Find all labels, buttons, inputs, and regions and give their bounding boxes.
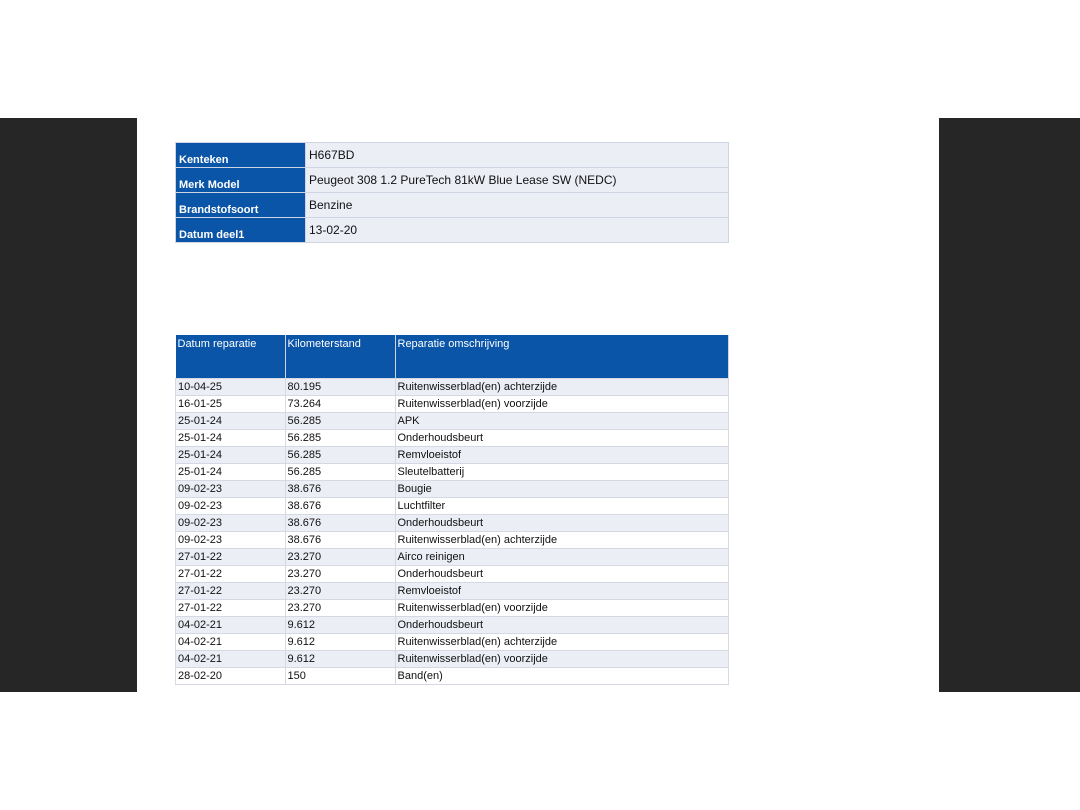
repair-date-cell: 28-02-20 <box>176 668 286 685</box>
table-row <box>176 634 729 651</box>
repair-km-cell: 38.676 <box>285 481 395 498</box>
repair-date-cell: 09-02-23 <box>176 481 286 498</box>
repair-km-cell: 9.612 <box>285 634 395 651</box>
header-reparatie-omschrijving: Reparatie omschrijving <box>395 335 729 379</box>
repair-date-cell: 25-01-24 <box>176 413 286 430</box>
header-kilometerstand: Kilometerstand <box>285 335 395 379</box>
repair-description-cell: Remvloeistof <box>395 447 729 464</box>
repair-km-cell: 9.612 <box>285 651 395 668</box>
vehicle-info-table <box>175 142 729 243</box>
repair-km-cell: 23.270 <box>285 600 395 617</box>
vehicle-info-value: Peugeot 308 1.2 PureTech 81kW Blue Lease SW (NEDC) <box>306 168 729 193</box>
repair-description-cell: Ruitenwisserblad(en) achterzijde <box>395 379 729 396</box>
repair-date-cell: 04-02-21 <box>176 651 286 668</box>
repair-description-cell: Luchtfilter <box>395 498 729 515</box>
repair-history-table <box>175 335 729 685</box>
repair-date-cell: 04-02-21 <box>176 634 286 651</box>
table-row <box>176 413 729 430</box>
vehicle-info-label: Datum deel1 <box>176 218 306 243</box>
repair-description-cell: Sleutelbatterij <box>395 464 729 481</box>
table-row <box>176 668 729 685</box>
vehicle-info-label: Brandstofsoort <box>176 193 306 218</box>
table-row <box>176 447 729 464</box>
repair-description-cell: Onderhoudsbeurt <box>395 566 729 583</box>
repair-km-cell: 38.676 <box>285 515 395 532</box>
repair-date-cell: 04-02-21 <box>176 617 286 634</box>
repair-description-cell: Ruitenwisserblad(en) achterzijde <box>395 532 729 549</box>
vehicle-info-row <box>176 143 729 168</box>
repair-km-cell: 56.285 <box>285 430 395 447</box>
repair-date-cell: 09-02-23 <box>176 498 286 515</box>
repair-description-cell: Bougie <box>395 481 729 498</box>
repair-km-cell: 23.270 <box>285 566 395 583</box>
table-row <box>176 617 729 634</box>
repair-description-cell: Airco reinigen <box>395 549 729 566</box>
repair-date-cell: 25-01-24 <box>176 464 286 481</box>
repair-km-cell: 56.285 <box>285 464 395 481</box>
repair-km-cell: 23.270 <box>285 583 395 600</box>
repair-date-cell: 09-02-23 <box>176 515 286 532</box>
table-row <box>176 498 729 515</box>
repair-km-cell: 23.270 <box>285 549 395 566</box>
repair-description-cell: Band(en) <box>395 668 729 685</box>
repair-km-cell: 150 <box>285 668 395 685</box>
table-row <box>176 600 729 617</box>
table-row <box>176 464 729 481</box>
vehicle-info-label: Kenteken <box>176 143 306 168</box>
repair-description-cell: Remvloeistof <box>395 583 729 600</box>
repair-description-cell: Ruitenwisserblad(en) voorzijde <box>395 600 729 617</box>
vehicle-info-row <box>176 193 729 218</box>
repair-km-cell: 73.264 <box>285 396 395 413</box>
vehicle-info-value: Benzine <box>306 193 729 218</box>
vehicle-info-value: H667BD <box>306 143 729 168</box>
document-page <box>137 118 939 692</box>
table-row <box>176 549 729 566</box>
repair-description-cell: APK <box>395 413 729 430</box>
vehicle-info-value: 13-02-20 <box>306 218 729 243</box>
repair-km-cell: 56.285 <box>285 413 395 430</box>
header-datum-reparatie: Datum reparatie <box>176 335 286 379</box>
repair-description-cell: Onderhoudsbeurt <box>395 617 729 634</box>
repair-description-cell: Ruitenwisserblad(en) voorzijde <box>395 396 729 413</box>
repair-date-cell: 09-02-23 <box>176 532 286 549</box>
repair-description-cell: Onderhoudsbeurt <box>395 515 729 532</box>
repair-date-cell: 27-01-22 <box>176 549 286 566</box>
table-row <box>176 481 729 498</box>
table-row <box>176 532 729 549</box>
repair-header-row <box>176 335 729 379</box>
repair-km-cell: 80.195 <box>285 379 395 396</box>
table-row <box>176 651 729 668</box>
repair-date-cell: 16-01-25 <box>176 396 286 413</box>
repair-date-cell: 27-01-22 <box>176 566 286 583</box>
repair-km-cell: 38.676 <box>285 532 395 549</box>
repair-date-cell: 25-01-24 <box>176 447 286 464</box>
repair-km-cell: 9.612 <box>285 617 395 634</box>
repair-km-cell: 56.285 <box>285 447 395 464</box>
repair-date-cell: 10-04-25 <box>176 379 286 396</box>
vehicle-info-row <box>176 168 729 193</box>
table-row <box>176 566 729 583</box>
repair-km-cell: 38.676 <box>285 498 395 515</box>
repair-description-cell: Ruitenwisserblad(en) achterzijde <box>395 634 729 651</box>
vehicle-info-label: Merk Model <box>176 168 306 193</box>
table-row <box>176 583 729 600</box>
table-row <box>176 515 729 532</box>
repair-date-cell: 27-01-22 <box>176 600 286 617</box>
repair-date-cell: 27-01-22 <box>176 583 286 600</box>
table-row <box>176 430 729 447</box>
repair-date-cell: 25-01-24 <box>176 430 286 447</box>
repair-description-cell: Onderhoudsbeurt <box>395 430 729 447</box>
repair-description-cell: Ruitenwisserblad(en) voorzijde <box>395 651 729 668</box>
table-row <box>176 379 729 396</box>
table-row <box>176 396 729 413</box>
vehicle-info-row <box>176 218 729 243</box>
